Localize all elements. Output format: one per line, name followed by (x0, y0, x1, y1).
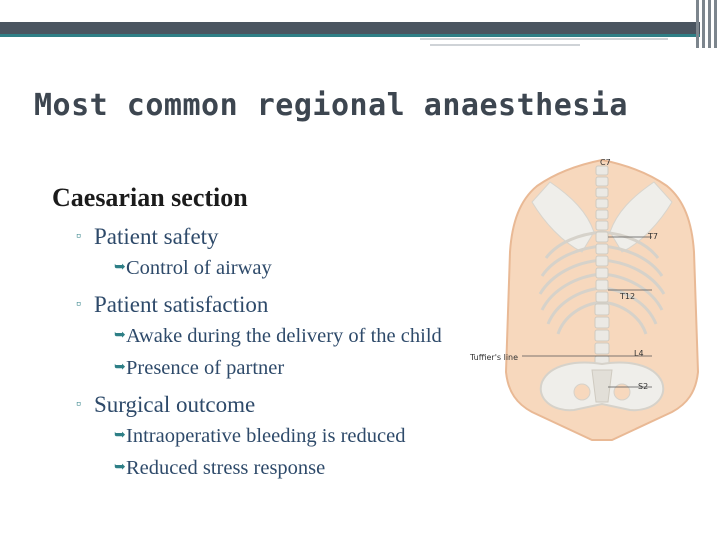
curve-bullet-icon: ➥ (114, 260, 126, 275)
header-accent-line (0, 34, 700, 37)
spine-figure-svg (462, 142, 712, 452)
square-bullet-icon: ▫ (76, 297, 81, 312)
curve-bullet-icon: ➥ (114, 360, 126, 375)
bullet-level2: ➥ Control of airway (52, 252, 572, 284)
header-band (0, 0, 720, 22)
tuffier-label: Tuffier's line (470, 353, 519, 362)
square-bullet-icon: ▫ (76, 229, 81, 244)
l4-label: L4 (634, 349, 644, 358)
bullet-level1: ▫ Patient safety (52, 222, 572, 252)
header-bar (0, 22, 700, 34)
c7-label: C7 (600, 158, 611, 167)
curve-bullet-icon: ➥ (114, 460, 126, 475)
t12-label: T12 (620, 292, 636, 301)
bullet-level2: ➥ Awake during the delivery of the child (52, 320, 572, 352)
bullet-level2: ➥ Presence of partner (52, 352, 572, 384)
left-obturator (574, 384, 590, 400)
curve-bullet-icon: ➥ (114, 428, 126, 443)
spine-illustration (462, 142, 712, 452)
curve-bullet-icon: ➥ (114, 328, 126, 343)
bullet-level2: ➥ Intraoperative bleeding is reduced (52, 420, 572, 452)
bullet-level1: ▫ Surgical outcome (52, 390, 572, 420)
section-heading: Caesarian section (52, 183, 248, 212)
bullet-level1: ▫ Patient satisfaction (52, 290, 572, 320)
square-bullet-icon: ▫ (76, 397, 81, 412)
t7-label: T7 (648, 232, 658, 241)
slide-title: Most common regional anaesthesia (34, 88, 628, 123)
header-thin-line-short (430, 44, 580, 46)
s2-label: S2 (638, 382, 649, 391)
corner-stripes (692, 0, 720, 48)
bullet-level2: ➥ Reduced stress response (52, 452, 572, 484)
right-obturator (614, 384, 630, 400)
sacrum (592, 370, 612, 402)
header-thin-line (420, 38, 668, 40)
